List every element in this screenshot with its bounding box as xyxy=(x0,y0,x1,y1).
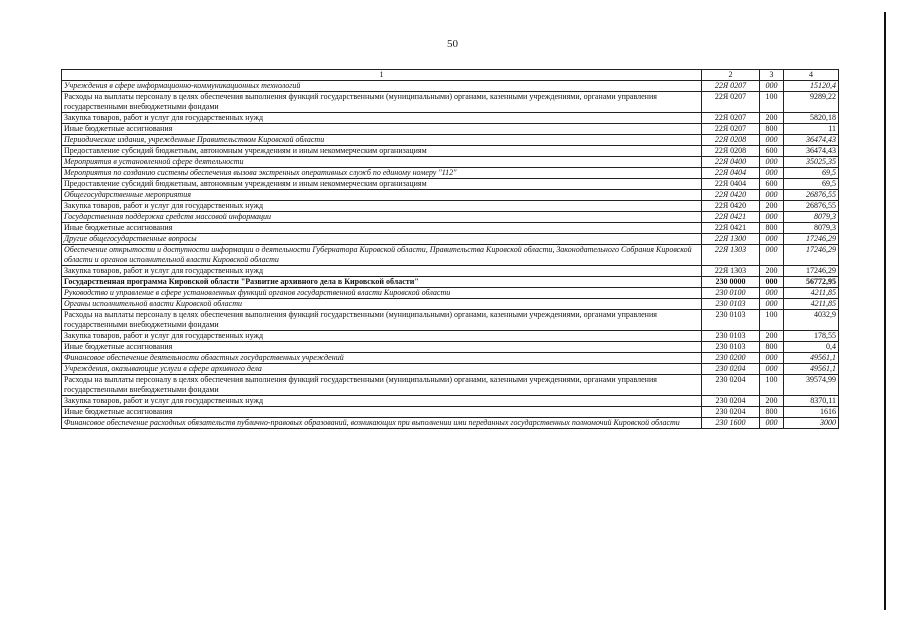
row-code: 22Я 0421 xyxy=(702,212,760,223)
row-code: 22Я 0207 xyxy=(702,92,760,113)
row-sum: 69,5 xyxy=(784,179,839,190)
row-name: Периодические издания, учрежденные Правительством Кировской области xyxy=(62,135,702,146)
row-code: 22Я 0404 xyxy=(702,179,760,190)
row-name: Расходы на выплаты персоналу в целях обеспечения выполнения функций государственными (муниципальными) органами, казенными учреждениями, органами управления государственными внебюджетными фондами xyxy=(62,310,702,331)
row-name: Государственная программа Кировской области "Развитие архивного дела в Кировской области" xyxy=(62,277,702,288)
budget-table xyxy=(61,69,839,429)
row-name: Предоставление субсидий бюджетным, автономным учреждениям и иным некоммерческим организациям xyxy=(62,146,702,157)
row-type: 600 xyxy=(760,146,784,157)
table-row xyxy=(62,157,839,168)
scan-edge-line xyxy=(884,12,886,610)
row-sum: 8079,3 xyxy=(784,223,839,234)
row-type: 000 xyxy=(760,168,784,179)
row-code: 230 1600 xyxy=(702,418,760,429)
row-sum: 1616 xyxy=(784,407,839,418)
row-type: 000 xyxy=(760,277,784,288)
row-sum: 17246,29 xyxy=(784,245,839,266)
table-row xyxy=(62,113,839,124)
table-row xyxy=(62,223,839,234)
row-sum: 15120,4 xyxy=(784,81,839,92)
row-sum: 17246,29 xyxy=(784,234,839,245)
row-name: Учреждения, оказывающие услуги в сфере архивного дела xyxy=(62,364,702,375)
row-sum: 26876,55 xyxy=(784,190,839,201)
row-code: 230 0103 xyxy=(702,310,760,331)
row-code: 22Я 0208 xyxy=(702,146,760,157)
row-code: 230 0200 xyxy=(702,353,760,364)
row-code: 230 0103 xyxy=(702,299,760,310)
row-type: 000 xyxy=(760,299,784,310)
row-code: 230 0204 xyxy=(702,364,760,375)
row-type: 100 xyxy=(760,375,784,396)
row-name: Финансовое обеспечение деятельности областных государственных учреждений xyxy=(62,353,702,364)
row-code: 22Я 0207 xyxy=(702,124,760,135)
row-code: 22Я 1303 xyxy=(702,245,760,266)
page-number: 50 xyxy=(447,38,458,50)
row-code: 230 0000 xyxy=(702,277,760,288)
row-sum: 9289,22 xyxy=(784,92,839,113)
row-sum: 5820,18 xyxy=(784,113,839,124)
row-type: 200 xyxy=(760,266,784,277)
row-sum: 17246,29 xyxy=(784,266,839,277)
table-row xyxy=(62,375,839,396)
row-code: 22Я 1303 xyxy=(702,266,760,277)
row-type: 000 xyxy=(760,81,784,92)
row-name: Предоставление субсидий бюджетным, автономным учреждениям и иным некоммерческим организациям xyxy=(62,179,702,190)
row-sum: 4211,85 xyxy=(784,299,839,310)
row-type: 800 xyxy=(760,124,784,135)
table-row xyxy=(62,342,839,353)
row-type: 600 xyxy=(760,179,784,190)
table-row xyxy=(62,418,839,429)
table-row xyxy=(62,299,839,310)
row-sum: 178,55 xyxy=(784,331,839,342)
row-sum: 36474,43 xyxy=(784,135,839,146)
table-row xyxy=(62,135,839,146)
table-row xyxy=(62,146,839,157)
row-type: 000 xyxy=(760,353,784,364)
table-row xyxy=(62,266,839,277)
row-type: 000 xyxy=(760,157,784,168)
table-row xyxy=(62,190,839,201)
row-type: 800 xyxy=(760,223,784,234)
row-name: Органы исполнительной власти Кировской области xyxy=(62,299,702,310)
table-row xyxy=(62,353,839,364)
row-name: Иные бюджетные ассигнования xyxy=(62,342,702,353)
table-row xyxy=(62,288,839,299)
table-row xyxy=(62,124,839,135)
row-name: Обеспечение открытости и доступности информации о деятельности Губернатора Кировской области, Правительства Кировской области, Законодательного Собрания Кировской области и органов исполнительной власти Кировской области xyxy=(62,245,702,266)
row-name: Другие общегосударственные вопросы xyxy=(62,234,702,245)
table-row xyxy=(62,168,839,179)
row-type: 200 xyxy=(760,396,784,407)
row-sum: 69,5 xyxy=(784,168,839,179)
row-type: 200 xyxy=(760,113,784,124)
row-code: 230 0204 xyxy=(702,396,760,407)
row-name: Закупка товаров, работ и услуг для государственных нужд xyxy=(62,266,702,277)
row-sum: 56772,95 xyxy=(784,277,839,288)
table-row xyxy=(62,277,839,288)
table-row xyxy=(62,212,839,223)
row-name: Мероприятия в установленной сфере деятельности xyxy=(62,157,702,168)
table-row xyxy=(62,201,839,212)
row-sum: 0,4 xyxy=(784,342,839,353)
table-row xyxy=(62,364,839,375)
header-col-2: 2 xyxy=(702,70,760,81)
row-code: 22Я 0404 xyxy=(702,168,760,179)
row-type: 000 xyxy=(760,245,784,266)
row-type: 200 xyxy=(760,201,784,212)
row-name: Мероприятия по созданию системы обеспечения вызова экстренных оперативных служб по единому номеру "112" xyxy=(62,168,702,179)
row-sum: 49561,1 xyxy=(784,353,839,364)
row-name: Иные бюджетные ассигнования xyxy=(62,407,702,418)
row-type: 000 xyxy=(760,364,784,375)
row-name: Учреждения в сфере информационно-коммуникационных технологий xyxy=(62,81,702,92)
row-code: 230 0103 xyxy=(702,342,760,353)
table-row xyxy=(62,407,839,418)
table-row xyxy=(62,179,839,190)
row-code: 230 0204 xyxy=(702,375,760,396)
row-name: Иные бюджетные ассигнования xyxy=(62,124,702,135)
row-name: Иные бюджетные ассигнования xyxy=(62,223,702,234)
row-type: 000 xyxy=(760,418,784,429)
row-type: 000 xyxy=(760,288,784,299)
row-sum: 4032,9 xyxy=(784,310,839,331)
row-type: 000 xyxy=(760,135,784,146)
row-sum: 36474,43 xyxy=(784,146,839,157)
row-name: Расходы на выплаты персоналу в целях обеспечения выполнения функций государственными (муниципальными) органами, казенными учреждениями, органами управления государственными внебюджетными фондами xyxy=(62,375,702,396)
row-code: 22Я 0207 xyxy=(702,113,760,124)
table-row xyxy=(62,310,839,331)
row-name: Закупка товаров, работ и услуг для государственных нужд xyxy=(62,331,702,342)
row-sum: 4211,85 xyxy=(784,288,839,299)
row-sum: 8079,3 xyxy=(784,212,839,223)
row-type: 000 xyxy=(760,190,784,201)
header-col-3: 3 xyxy=(760,70,784,81)
row-code: 22Я 0208 xyxy=(702,135,760,146)
row-code: 22Я 0421 xyxy=(702,223,760,234)
row-sum: 8370,11 xyxy=(784,396,839,407)
table-body xyxy=(62,81,839,429)
row-type: 100 xyxy=(760,92,784,113)
row-code: 22Я 0420 xyxy=(702,190,760,201)
row-name: Финансовое обеспечение расходных обязательств публично-правовых образований, возникающих при выполнении ими переданных государственных полномочий Кировской области xyxy=(62,418,702,429)
row-code: 22Я 0207 xyxy=(702,81,760,92)
header-col-4: 4 xyxy=(784,70,839,81)
table-row xyxy=(62,234,839,245)
row-sum: 35025,35 xyxy=(784,157,839,168)
row-name: Руководство и управление в сфере установленных функций органов государственной власти Кировской области xyxy=(62,288,702,299)
row-type: 800 xyxy=(760,407,784,418)
row-type: 800 xyxy=(760,342,784,353)
row-name: Закупка товаров, работ и услуг для государственных нужд xyxy=(62,113,702,124)
row-sum: 39574,99 xyxy=(784,375,839,396)
row-name: Расходы на выплаты персоналу в целях обеспечения выполнения функций государственными (муниципальными) органами, казенными учреждениями, органами управления государственными внебюджетными фондами xyxy=(62,92,702,113)
row-code: 230 0204 xyxy=(702,407,760,418)
row-code: 230 0100 xyxy=(702,288,760,299)
row-code: 22Я 1300 xyxy=(702,234,760,245)
table-row xyxy=(62,81,839,92)
header-col-1: 1 xyxy=(62,70,702,81)
table-row xyxy=(62,396,839,407)
row-code: 230 0103 xyxy=(702,331,760,342)
row-type: 000 xyxy=(760,234,784,245)
row-name: Закупка товаров, работ и услуг для государственных нужд xyxy=(62,201,702,212)
row-type: 100 xyxy=(760,310,784,331)
row-code: 22Я 0400 xyxy=(702,157,760,168)
row-sum: 49561,1 xyxy=(784,364,839,375)
table-row xyxy=(62,92,839,113)
row-name: Государственная поддержка средств массовой информации xyxy=(62,212,702,223)
row-type: 000 xyxy=(760,212,784,223)
row-sum: 3000 xyxy=(784,418,839,429)
row-sum: 26876,55 xyxy=(784,201,839,212)
table-row xyxy=(62,331,839,342)
row-type: 200 xyxy=(760,331,784,342)
table-header-row xyxy=(62,70,839,81)
row-code: 22Я 0420 xyxy=(702,201,760,212)
row-name: Закупка товаров, работ и услуг для государственных нужд xyxy=(62,396,702,407)
row-sum: 11 xyxy=(784,124,839,135)
table-row xyxy=(62,245,839,266)
row-name: Общегосударственные мероприятия xyxy=(62,190,702,201)
